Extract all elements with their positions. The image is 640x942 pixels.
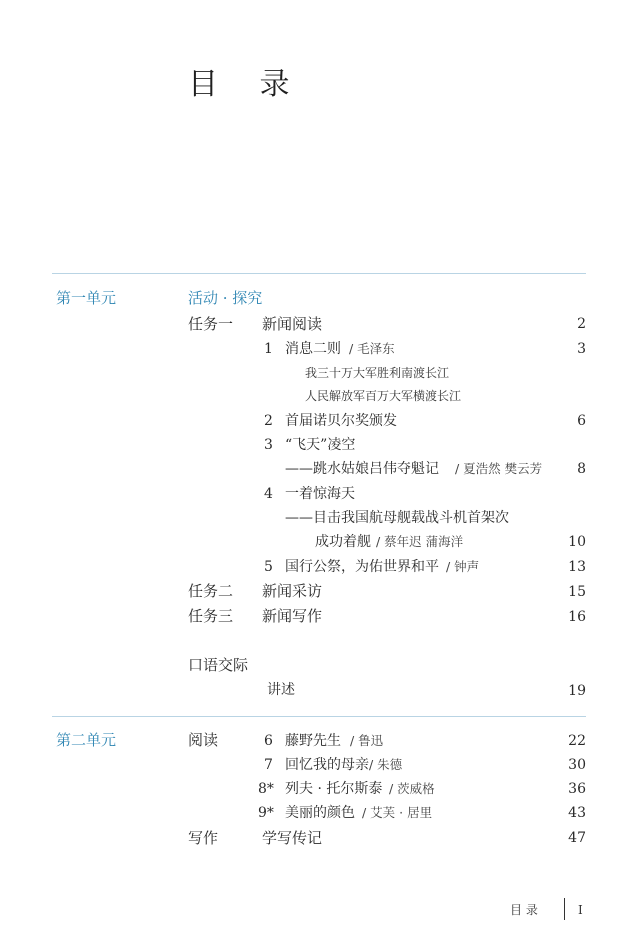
- writing-label: 写作: [188, 829, 219, 847]
- unit-2-label: 第二单元: [56, 731, 117, 749]
- lesson1-sub2: 人民解放军百万大军横渡长江: [305, 389, 462, 403]
- lesson9-page: 43: [568, 805, 586, 821]
- unit1-divider: [52, 273, 586, 274]
- lesson8-title[interactable]: 列夫 · 托尔斯泰: [285, 781, 383, 797]
- lesson2-title[interactable]: 首届诺贝尔奖颁发: [285, 413, 397, 429]
- lesson3-num: 3: [264, 437, 273, 453]
- task1-title[interactable]: 新闻阅读: [262, 315, 323, 333]
- page-title: 目 录: [188, 67, 306, 102]
- footer-divider: [564, 898, 565, 920]
- lesson6-author: / 鲁迅: [350, 733, 384, 748]
- task3-title[interactable]: 新闻写作: [262, 607, 323, 625]
- lesson7-title[interactable]: 回忆我的母亲: [285, 757, 369, 773]
- lesson5-page: 13: [568, 559, 586, 575]
- lesson4-num: 4: [264, 486, 273, 502]
- lesson6-page: 22: [568, 733, 586, 749]
- lesson7-author: / 朱德: [369, 757, 403, 772]
- unit-1-label: 第一单元: [56, 289, 117, 307]
- lesson1-page: 3: [577, 341, 586, 357]
- lesson9-title[interactable]: 美丽的颜色: [285, 805, 355, 821]
- writing-title[interactable]: 学写传记: [262, 829, 323, 847]
- task2-page: 15: [568, 584, 586, 600]
- lesson3-title[interactable]: “飞天”凌空: [285, 437, 356, 453]
- oral-title[interactable]: 讲述: [267, 682, 295, 698]
- reading-label: 阅读: [188, 731, 219, 749]
- section-activity-explore: 活动 · 探究: [188, 289, 263, 307]
- lesson4-subtitle: ——目击我国航母舰载战斗机首架次: [285, 510, 509, 526]
- lesson1-num: 1: [264, 341, 273, 357]
- lesson6-title[interactable]: 藤野先生: [285, 733, 341, 749]
- task2-title[interactable]: 新闻采访: [262, 582, 323, 600]
- oral-page: 19: [568, 683, 586, 699]
- task1-label: 任务一: [188, 315, 234, 333]
- task2-label: 任务二: [188, 582, 234, 600]
- lesson4-page: 10: [568, 534, 586, 550]
- task3-label: 任务三: [188, 607, 234, 625]
- lesson1-sub1: 我三十万大军胜利南渡长江: [305, 366, 450, 380]
- footer-label: 目 录: [510, 903, 538, 917]
- lesson3-page: 8: [577, 461, 586, 477]
- lesson8-num: 8*: [258, 781, 274, 797]
- lesson9-num: 9*: [258, 805, 274, 821]
- lesson2-page: 6: [577, 413, 586, 429]
- lesson1-author: / 毛泽东: [349, 341, 395, 356]
- oral-communication-label: 口语交际: [188, 656, 249, 674]
- lesson5-author: / 钟声: [446, 559, 480, 574]
- lesson8-author: / 茨威格: [389, 781, 435, 796]
- writing-page: 47: [568, 830, 586, 846]
- unit2-divider: [52, 716, 586, 717]
- task1-page: 2: [577, 316, 586, 332]
- lesson6-num: 6: [264, 733, 273, 749]
- lesson9-author: / 艾芙 · 居里: [362, 805, 433, 820]
- lesson1-title[interactable]: 消息二则: [285, 341, 341, 357]
- lesson5-title[interactable]: 国行公祭，为佑世界和平: [285, 559, 439, 575]
- footer-page-number: I: [578, 903, 583, 917]
- lesson4-author: / 蔡年迟 蒲海洋: [376, 534, 464, 549]
- task3-page: 16: [568, 609, 586, 625]
- lesson7-num: 7: [264, 757, 273, 773]
- lesson5-num: 5: [264, 559, 273, 575]
- lesson4-subtitle-cont: 成功着舰: [315, 534, 371, 550]
- lesson3-author: / 夏浩然 樊云芳: [455, 461, 543, 476]
- lesson2-num: 2: [264, 413, 273, 429]
- lesson7-page: 30: [568, 757, 586, 773]
- lesson3-subtitle: ——跳水姑娘吕伟夺魁记: [285, 461, 439, 477]
- lesson8-page: 36: [568, 781, 586, 797]
- lesson4-title[interactable]: 一着惊海天: [285, 486, 355, 502]
